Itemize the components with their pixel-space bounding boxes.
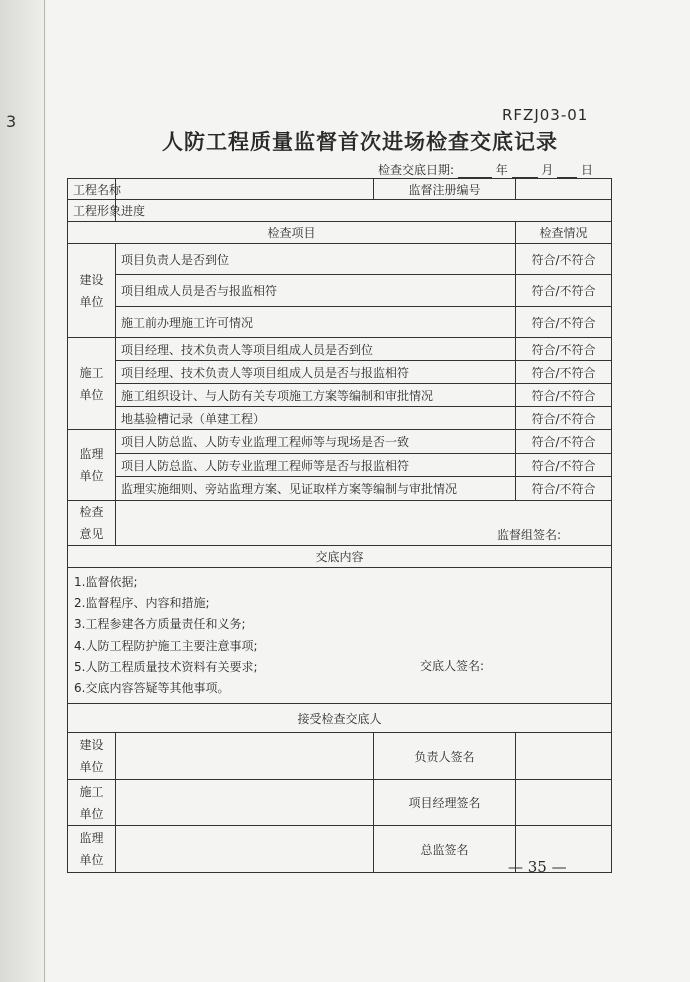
receiver-sign-field[interactable] xyxy=(516,733,612,780)
registration-value[interactable] xyxy=(516,179,612,200)
briefing-title: 交底内容 xyxy=(68,546,612,568)
receiver-unit xyxy=(68,780,116,826)
check-status[interactable]: 符合/不符合 xyxy=(516,338,612,361)
briefing-signer-label[interactable]: 交底人签名: xyxy=(420,659,485,673)
briefing-item: 2.监督程序、内容和措施; xyxy=(74,596,210,611)
month-blank xyxy=(512,165,538,178)
check-item-header: 检查项目 xyxy=(68,222,516,244)
binding-line xyxy=(44,0,45,982)
check-item: 项目负责人是否到位 xyxy=(116,244,516,275)
check-status[interactable]: 符合/不符合 xyxy=(516,361,612,384)
group-label-text: 监理单位 xyxy=(79,447,104,483)
year-blank xyxy=(458,165,492,178)
briefing-item: 5.人防工程质量技术资料有关要求; xyxy=(74,659,258,674)
group-label-text: 建设单位 xyxy=(79,272,104,309)
progress-value[interactable] xyxy=(116,200,612,222)
progress-row xyxy=(68,200,612,222)
check-item: 项目组成人员是否与报监相符 xyxy=(116,275,516,307)
receiver-row xyxy=(68,733,612,780)
receiver-sign-label: 总监签名 xyxy=(374,826,516,873)
check-status[interactable]: 符合/不符合 xyxy=(516,430,612,454)
check-row xyxy=(68,430,612,454)
page-binding-edge xyxy=(0,0,46,982)
check-status[interactable]: 符合/不符合 xyxy=(516,244,612,275)
check-row xyxy=(68,454,612,477)
receiver-sign-label: 项目经理签名 xyxy=(374,780,516,826)
check-status-header: 检查情况 xyxy=(516,222,612,244)
receiver-unit-text: 监理单位 xyxy=(79,831,104,868)
registration-label: 监督注册编号 xyxy=(374,179,516,200)
page-number: — 35 — xyxy=(508,858,567,876)
check-status[interactable]: 符合/不符合 xyxy=(516,454,612,477)
check-row xyxy=(68,244,612,275)
opinion-label-text: 检查意见 xyxy=(79,505,104,541)
check-status[interactable]: 符合/不符合 xyxy=(516,275,612,307)
check-item: 项目经理、技术负责人等项目组成人员是否与报监相符 xyxy=(116,361,516,384)
check-status[interactable]: 符合/不符合 xyxy=(516,477,612,501)
month-label: 月 xyxy=(541,163,554,177)
check-item: 施工组织设计、与人防有关专项施工方案等编制和审批情况 xyxy=(116,384,516,407)
document-title: 人防工程质量监督首次进场检查交底记录 xyxy=(162,129,558,154)
briefing-content-row xyxy=(68,568,612,704)
day-blank xyxy=(557,165,577,178)
group-label-text: 施工单位 xyxy=(79,365,104,402)
check-item: 施工前办理施工许可情况 xyxy=(116,307,516,338)
receivers-title: 接受检查交底人 xyxy=(68,704,612,733)
opinion-label xyxy=(68,501,116,546)
receiver-sign-label: 负责人签名 xyxy=(374,733,516,780)
receiver-sign-field[interactable] xyxy=(516,780,612,826)
check-item: 地基验槽记录（单建工程） xyxy=(116,407,516,430)
briefing-list xyxy=(74,572,605,699)
group-label-supervision xyxy=(68,430,116,501)
briefing-header-row xyxy=(68,546,612,568)
date-label: 检查交底日期: xyxy=(378,163,455,177)
receiver-name-field[interactable] xyxy=(116,826,374,873)
briefing-item: 4.人防工程防护施工主要注意事项; xyxy=(74,638,258,653)
check-row xyxy=(68,361,612,384)
receiver-name-field[interactable] xyxy=(116,780,374,826)
receiver-unit-text: 建设单位 xyxy=(79,738,104,775)
receiver-unit xyxy=(68,733,116,780)
inspection-form-table xyxy=(67,178,612,873)
receiver-name-field[interactable] xyxy=(116,733,374,780)
check-item: 监理实施细则、旁站监理方案、见证取样方案等编制与审批情况 xyxy=(116,477,516,501)
briefing-item: 3.工程参建各方质量责任和义务; xyxy=(74,617,246,632)
check-row xyxy=(68,307,612,338)
inspection-date-line xyxy=(378,161,593,178)
briefing-item: 1.监督依据; xyxy=(74,575,138,589)
project-name-value[interactable] xyxy=(116,179,374,200)
receiver-unit-text: 施工单位 xyxy=(79,784,104,821)
check-row xyxy=(68,407,612,430)
progress-label: 工程形象进度 xyxy=(68,200,116,222)
briefing-item: 6.交底内容答疑等其他事项。 xyxy=(74,681,230,696)
receiver-unit xyxy=(68,826,116,873)
day-label: 日 xyxy=(581,163,594,177)
check-status[interactable]: 符合/不符合 xyxy=(516,407,612,430)
briefing-content xyxy=(68,568,612,704)
check-row xyxy=(68,384,612,407)
group-label-construction xyxy=(68,244,116,338)
form-code: RFZJ03-01 xyxy=(502,106,589,124)
group-label-contractor xyxy=(68,338,116,430)
check-item: 项目人防总监、人防专业监理工程师等与现场是否一致 xyxy=(116,430,516,454)
project-name-label: 工程名称 xyxy=(68,179,116,200)
margin-mark: 3 xyxy=(6,112,17,131)
check-item: 项目经理、技术负责人等项目组成人员是否到位 xyxy=(116,338,516,361)
opinion-row xyxy=(68,501,612,546)
check-status[interactable]: 符合/不符合 xyxy=(516,307,612,338)
check-row xyxy=(68,477,612,501)
opinion-signature[interactable]: 监督组签名: xyxy=(116,501,612,546)
check-row xyxy=(68,338,612,361)
year-label: 年 xyxy=(495,163,508,177)
project-name-row xyxy=(68,179,612,200)
receivers-header-row xyxy=(68,704,612,733)
check-row xyxy=(68,275,612,307)
check-status[interactable]: 符合/不符合 xyxy=(516,384,612,407)
check-header-row xyxy=(68,222,612,244)
check-item: 项目人防总监、人防专业监理工程师等是否与报监相符 xyxy=(116,454,516,477)
receiver-row xyxy=(68,780,612,826)
